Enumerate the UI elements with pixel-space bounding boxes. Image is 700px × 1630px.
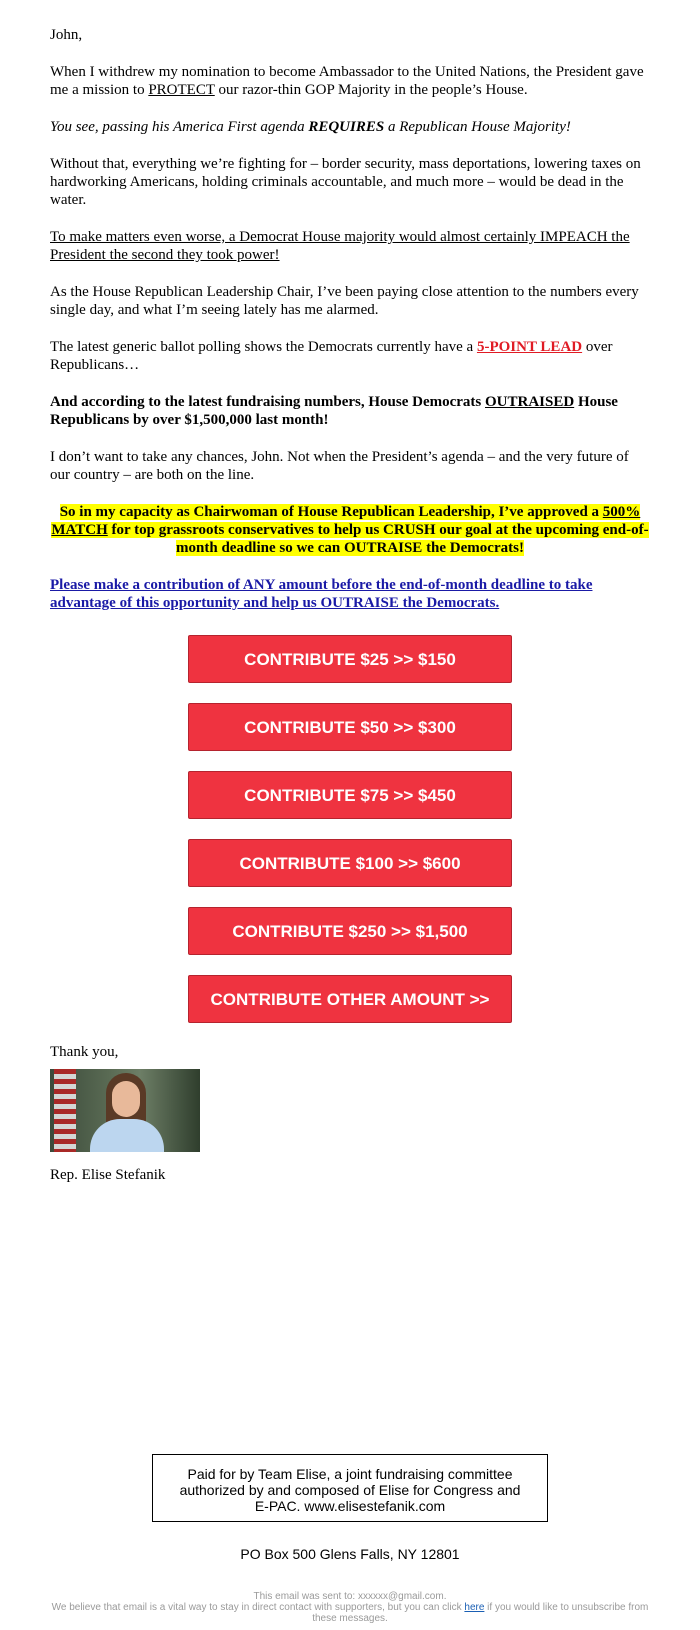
text: over Republicans…: [50, 339, 613, 373]
flag-shape: [54, 1069, 76, 1152]
signature-photo: [50, 1069, 200, 1152]
face-shape: [112, 1081, 140, 1117]
paragraph-fundraising: [50, 393, 650, 429]
shirt-shape: [90, 1119, 164, 1152]
outraised-underline: OUTRAISED: [485, 394, 575, 410]
text: We believe that email is a vital way to stay in direct contact with supporters, but you can click: [51, 1602, 465, 1613]
contribute-25-button[interactable]: CONTRIBUTE $25 >> $150: [188, 635, 512, 683]
match-underline: 500% MATCH: [51, 504, 641, 538]
text: The latest generic ballot polling shows the Democrats currently have a: [50, 339, 477, 355]
contribute-250-button[interactable]: CONTRIBUTE $250 >> $1,500: [188, 907, 512, 955]
text: And according to the latest fundraising numbers, House Democrats: [50, 394, 485, 410]
signoff: Thank you,: [50, 1044, 119, 1060]
paragraph-agenda: [50, 118, 650, 136]
text: So in my capacity as Chairwoman of House Republican Leadership, I’ve approved a: [59, 504, 603, 520]
contribute-other-button[interactable]: CONTRIBUTE OTHER AMOUNT >>: [188, 975, 512, 1023]
text: our razor-thin GOP Majority in the people’s House.: [214, 82, 528, 98]
paragraph-stakes: Without that, everything we’re fighting for – border security, mass deportations, lowering taxes on hardworking Americans, holding criminals accountable, and much more – would be dead in the water.: [50, 156, 641, 208]
fine-print: [40, 1591, 660, 1624]
email-body: [50, 26, 650, 1203]
contribute-75-button[interactable]: CONTRIBUTE $75 >> $450: [188, 771, 512, 819]
text: if you would like to unsubscribe from these messages.: [312, 1602, 649, 1624]
text: When I withdrew my nomination to become Ambassador to the United Nations, the President gave me a mission to: [50, 64, 644, 98]
paragraph-chances: I don’t want to take any chances, John. Not when the President’s agenda – and the very future of our country – are both on the line.: [50, 449, 629, 483]
requires-bold: REQUIRES: [308, 119, 385, 135]
unsubscribe-text: [40, 1602, 660, 1624]
signature-name: Rep. Elise Stefanik: [50, 1167, 166, 1183]
contribute-buttons: [50, 635, 650, 1023]
text: House Republicans by over $1,500,000 last month!: [50, 394, 618, 428]
paragraph-mission: [50, 63, 650, 99]
text: a Republican House Majority!: [384, 119, 571, 135]
text: for top grassroots conservatives to help us CRUSH our goal at the upcoming end-of-month deadline so we can OUTRAISE the Democrats!: [107, 522, 649, 556]
cta-paragraph: [50, 576, 650, 612]
unsubscribe-link[interactable]: here: [464, 1602, 485, 1613]
protect-underline: PROTECT: [148, 82, 215, 98]
contribute-100-button[interactable]: CONTRIBUTE $100 >> $600: [188, 839, 512, 887]
paragraph-polling: [50, 338, 650, 374]
highlight-match: [50, 503, 650, 557]
contribute-50-button[interactable]: CONTRIBUTE $50 >> $300: [188, 703, 512, 751]
paid-for-disclaimer: Paid for by Team Elise, a joint fundraising committee authorized by and composed of Elise for Congress and E-PAC. www.elisestefanik.com: [152, 1454, 548, 1522]
text: You see, passing his America First agenda: [50, 119, 309, 135]
five-point-lead: 5-POINT LEAD: [476, 339, 583, 355]
mailing-address: PO Box 500 Glens Falls, NY 12801: [240, 1546, 460, 1562]
paragraph-impeach: To make matters even worse, a Democrat House majority would almost certainly IMPEACH the President the second they took power!: [50, 229, 630, 263]
greeting: John,: [50, 27, 83, 43]
paragraph-numbers: As the House Republican Leadership Chair, I’ve been paying close attention to the numbers every single day, and what I’m seeing lately has me alarmed.: [50, 284, 639, 318]
contribute-link[interactable]: Please make a contribution of ANY amount before the end-of-month deadline to take advantage of this opportunity and help us OUTRAISE the Democrats.: [50, 577, 593, 611]
sent-to-text: This email was sent to: xxxxxx@gmail.com.: [253, 1591, 447, 1602]
